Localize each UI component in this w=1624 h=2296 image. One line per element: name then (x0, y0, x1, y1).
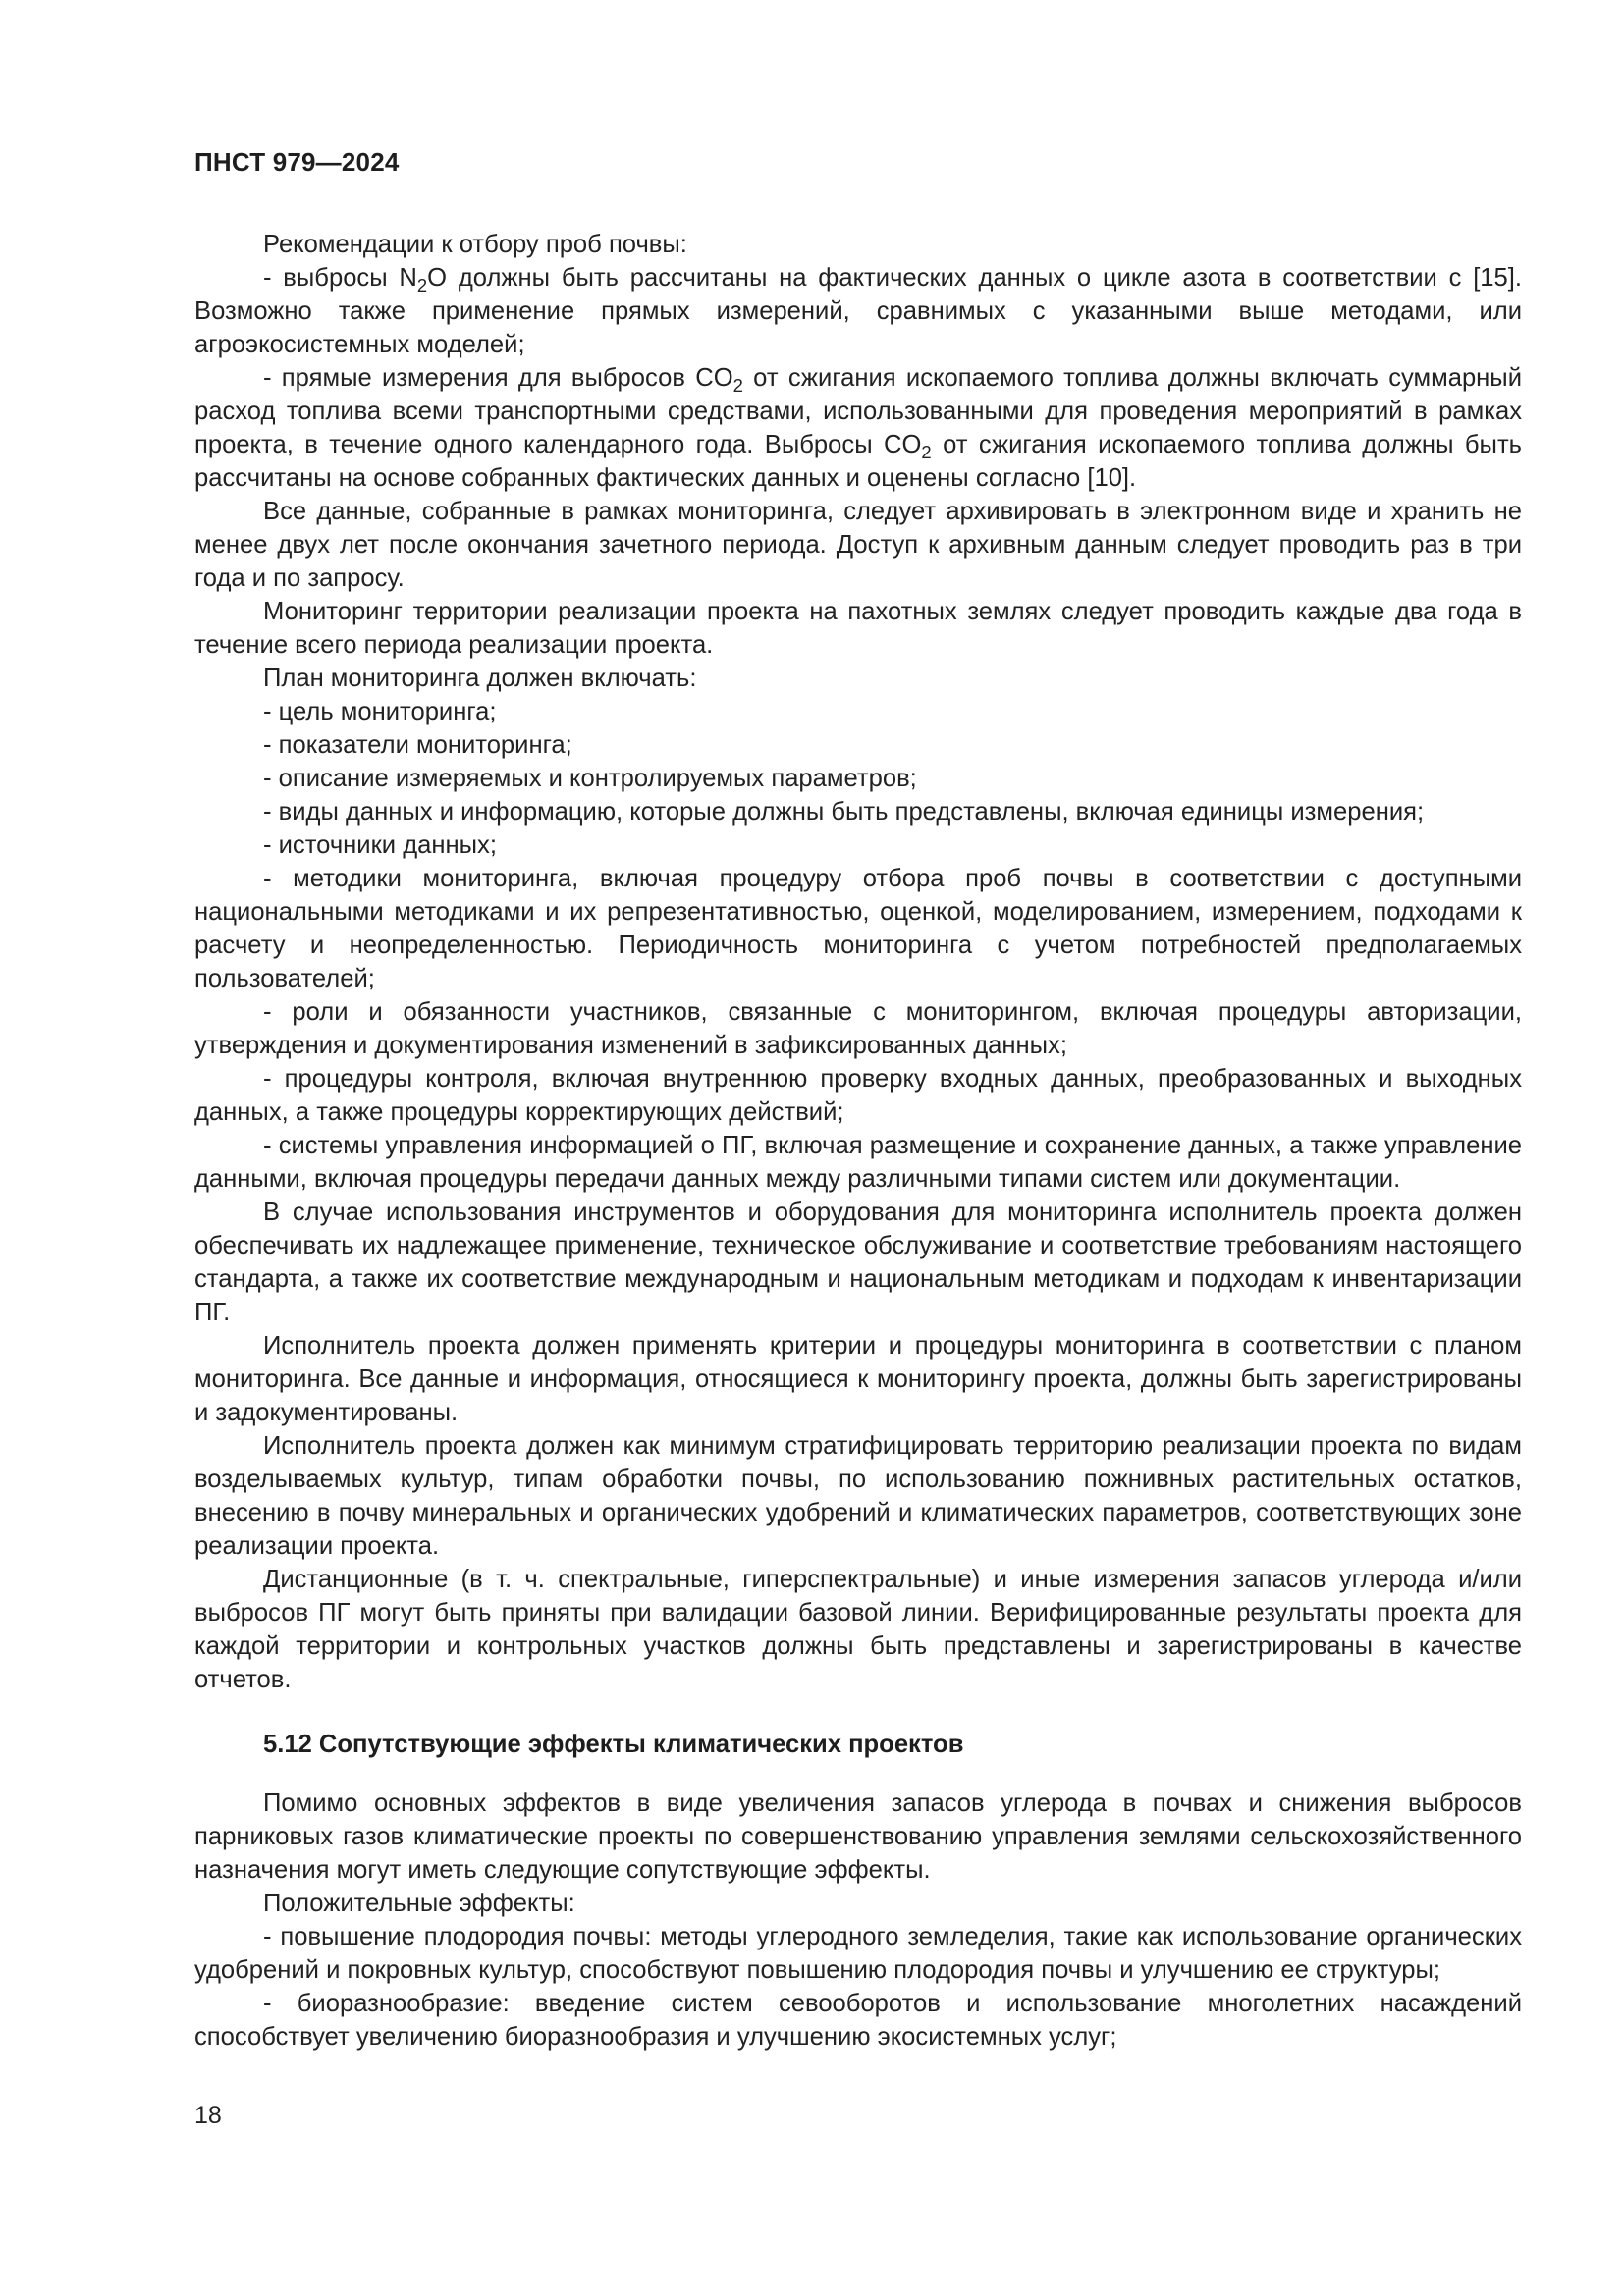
paragraph: Исполнитель проекта должен применять критерии и процедуры мониторинга в соответствии с планом мониторинга. Все данные и информация, относящиеся к мониторингу проекта, должны быть зарегистрированы и задокументированы. (194, 1332, 1522, 1426)
list-item: - цель мониторинга; (263, 698, 497, 725)
document-code: ПНСТ 979—2024 (194, 147, 400, 177)
document-body (194, 228, 1522, 2054)
list-item: - процедуры контроля, включая внутреннюю проверку входных данных, преобразованных и выходных данных, а также процедуры корректирующих действий; (194, 1065, 1522, 1126)
list-item: - системы управления информацией о ПГ, включая размещение и сохранение данных, а также управление данными, включая процедуры передачи данных между различными типами систем или документации. (194, 1132, 1522, 1193)
list-item: - показатели мониторинга; (263, 731, 572, 759)
list-item: - прямые измерения для выбросов $CO_2$ от сжигания ископаемого топлива должны включать суммарный расход топлива всеми транспортными средствами, использованными для проведения мероприятий в рамках проекта, в течение одного календарного года. Выбросы $CO_2$ от сжигания ископаемого топлива должны быть рассчитаны на основе собранных фактических данных и оценены согласно [10]. (194, 364, 1523, 492)
list-item: - роли и обязанности участников, связанные с мониторингом, включая процедуры авторизации, утверждения и документирования изменений в зафиксированных данных; (194, 998, 1522, 1059)
list-item: - виды данных и информацию, которые должны быть представлены, включая единицы измерения; (263, 798, 1425, 826)
list-item: - биоразнообразие: введение систем севооборотов и использование многолетних насаждений способствует увеличению биоразнообразия и улучшению экосистемных услуг; (194, 1990, 1522, 2051)
list-item: - выбросы $N_2O$ должны быть рассчитаны на фактических данных о цикле азота в соответствии с [15]. Возможно также применение прямых измерений, сравнимых с указанными выше методами, или агроэкосистемных моделей; (194, 264, 1522, 358)
list-item: - источники данных; (263, 831, 497, 859)
list-item: - повышение плодородия почвы: методы углеродного земледелия, такие как использование органических удобрений и покровных культур, способствуют повышению плодородия почвы и улучшению ее структуры; (194, 1923, 1522, 1984)
paragraph: Положительные эффекты: (263, 1890, 575, 1917)
list-item: - методики мониторинга, включая процедуру отбора проб почвы в соответствии с доступными национальными методиками и их репрезентативностью, оценкой, моделированием, измерением, подходами к расчету и неопределенностью. Периодичность мониторинга с учетом потребностей предполагаемых пользователей; (194, 865, 1522, 992)
paragraph: Мониторинг территории реализации проекта на пахотных землях следует проводить каждые два года в течение всего периода реализации проекта. (194, 598, 1522, 659)
paragraph: План мониторинга должен включать: (263, 665, 697, 692)
paragraph: Рекомендации к отбору проб почвы: (263, 231, 687, 258)
section-heading: 5.12 Сопутствующие эффекты климатических проектов (263, 1731, 964, 1758)
list-item: - описание измеряемых и контролируемых параметров; (263, 765, 917, 792)
paragraph: В случае использования инструментов и оборудования для мониторинга исполнитель проекта должен обеспечивать их надлежащее применение, техническое обслуживание и соответствие требованиям настоящего стандарта, а также их соответствие международным и национальным методикам и подходам к инвентаризации ПГ. (194, 1199, 1522, 1326)
paragraph: Помимо основных эффектов в виде увеличения запасов углерода в почвах и снижения выбросов парниковых газов климатические проекты по совершенствованию управления землями сельскохозяйственного назначения могут иметь следующие сопутствующие эффекты. (194, 1789, 1522, 1884)
paragraph: Дистанционные (в т. ч. спектральные, гиперспектральные) и иные измерения запасов углерода и/или выбросов ПГ могут быть приняты при валидации базовой линии. Верифицированные результаты проекта для каждой территории и контрольных участков должны быть представлены и зарегистрированы в качестве отчетов. (194, 1566, 1522, 1693)
page-number: 18 (194, 2102, 222, 2129)
paragraph: Исполнитель проекта должен как минимум стратифицировать территорию реализации проекта по видам возделываемых культур, типам обработки почвы, по использованию пожнивных растительных остатков, внесению в почву минеральных и органических удобрений и климатических параметров, соответствующих зоне реализации проекта. (194, 1432, 1522, 1560)
paragraph: Все данные, собранные в рамках мониторинга, следует архивировать в электронном виде и хранить не менее двух лет после окончания зачетного периода. Доступ к архивным данным следует проводить раз в три года и по запросу. (194, 498, 1522, 592)
